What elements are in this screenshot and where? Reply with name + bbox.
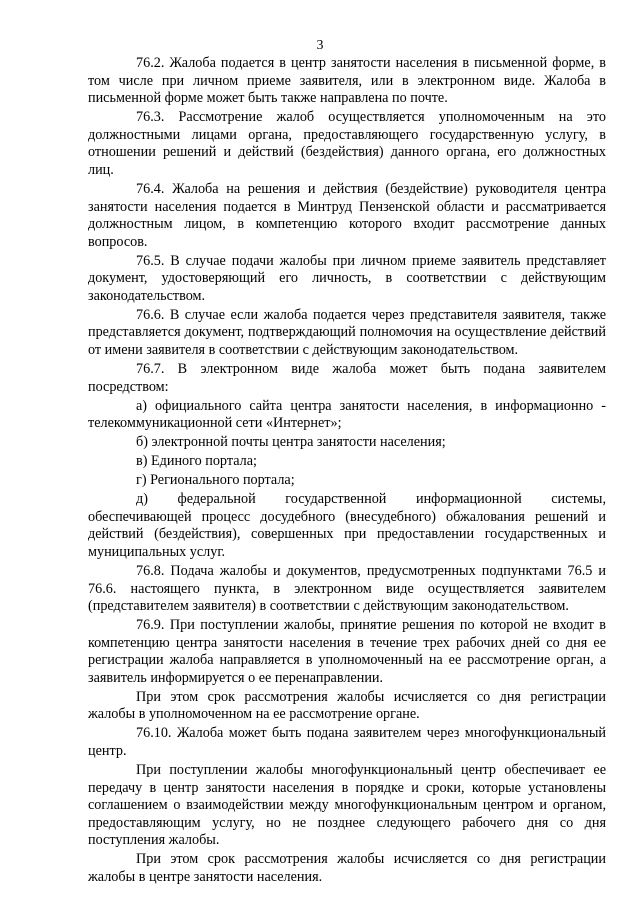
paragraph-76-9: 76.9. При поступлении жалобы, принятие решения по которой не входит в компетенцию центра занятости населения в течение трех рабочих дней со дня ее регистрации жалоба направляется в уполномоченный на ее рассмотрение орган, а заявитель информируется о ее перенаправлении. <box>88 617 606 686</box>
paragraph-76-10-transfer: При поступлении жалобы многофункциональный центр обеспечивает ее передачу в центр занятости населения в порядке и сроки, которые установлены соглашением о взаимодействии между многофункциональным центром и органом, предоставляющим услугу, но не позднее следующего рабочего дня со дня поступления жалобы. <box>88 762 606 849</box>
document-body <box>88 55 606 888</box>
paragraph-76-2: 76.2. Жалоба подается в центр занятости населения в письменной форме, в том числе при личном приеме заявителя, или в электронном виде. Жалоба в письменной форме может быть также направлена по почте. <box>88 55 606 107</box>
list-item-v: в) Единого портала; <box>136 453 257 470</box>
paragraph-76-10: 76.10. Жалоба может быть подана заявителем через многофункциональный центр. <box>88 725 606 760</box>
paragraph-76-5: 76.5. В случае подачи жалобы при личном приеме заявитель представляет документ, удостоверяющий его личность, в соответствии с действующим законодательством. <box>88 252 606 304</box>
paragraph-76-7: 76.7. В электронном виде жалоба может быть подана заявителем посредством: <box>88 361 606 395</box>
list-item-b: б) электронной почты центра занятости населения; <box>136 434 446 451</box>
list-item-a: а) официального сайта центра занятости населения, в информационно - телекоммуникационной сети «Интернет»; <box>88 397 606 432</box>
paragraph-76-4: 76.4. Жалоба на решения и действия (бездействие) руководителя центра занятости населения подается в Минтруд Пензенской области и рассматривается должностным лицом, в компетенцию которого входит рассмотрение данных вопросов. <box>88 180 606 250</box>
list-item-d: д) федеральной государственной информационной системы, обеспечивающей процесс досудебного (внесудебного) обжалования решений и действий (бездействия), совершенных при предоставлении государственных и муниципальных услуг. <box>88 491 606 560</box>
paragraph-76-3: 76.3. Рассмотрение жалоб осуществляется уполномоченным на это должностными лицами органа, предоставляющего государственную услугу, в отношении решений и действий (бездействия) данного органа, его должностных лиц. <box>88 109 606 178</box>
paragraph-76-9-term: При этом срок рассмотрения жалобы исчисляется со дня регистрации жалобы в уполномоченном на ее рассмотрение органе. <box>88 688 606 723</box>
paragraph-76-8: 76.8. Подача жалобы и документов, предусмотренных подпунктами 76.5 и 76.6. настоящего пункта, в электронном виде осуществляется заявителем (представителем заявителя) в соответствии с действующим законодательством. <box>88 562 606 615</box>
paragraph-76-6: 76.6. В случае если жалоба подается через представителя заявителя, также представляется документ, подтверждающий полномочия на осуществление действий от имени заявителя в соответствии с действующим законодательством. <box>88 306 606 359</box>
list-item-g: г) Регионального портала; <box>136 472 295 489</box>
paragraph-76-10-term: При этом срок рассмотрения жалобы исчисляется со дня регистрации жалобы в центре занятости населения. <box>88 851 606 885</box>
page-number: 3 <box>316 38 324 53</box>
